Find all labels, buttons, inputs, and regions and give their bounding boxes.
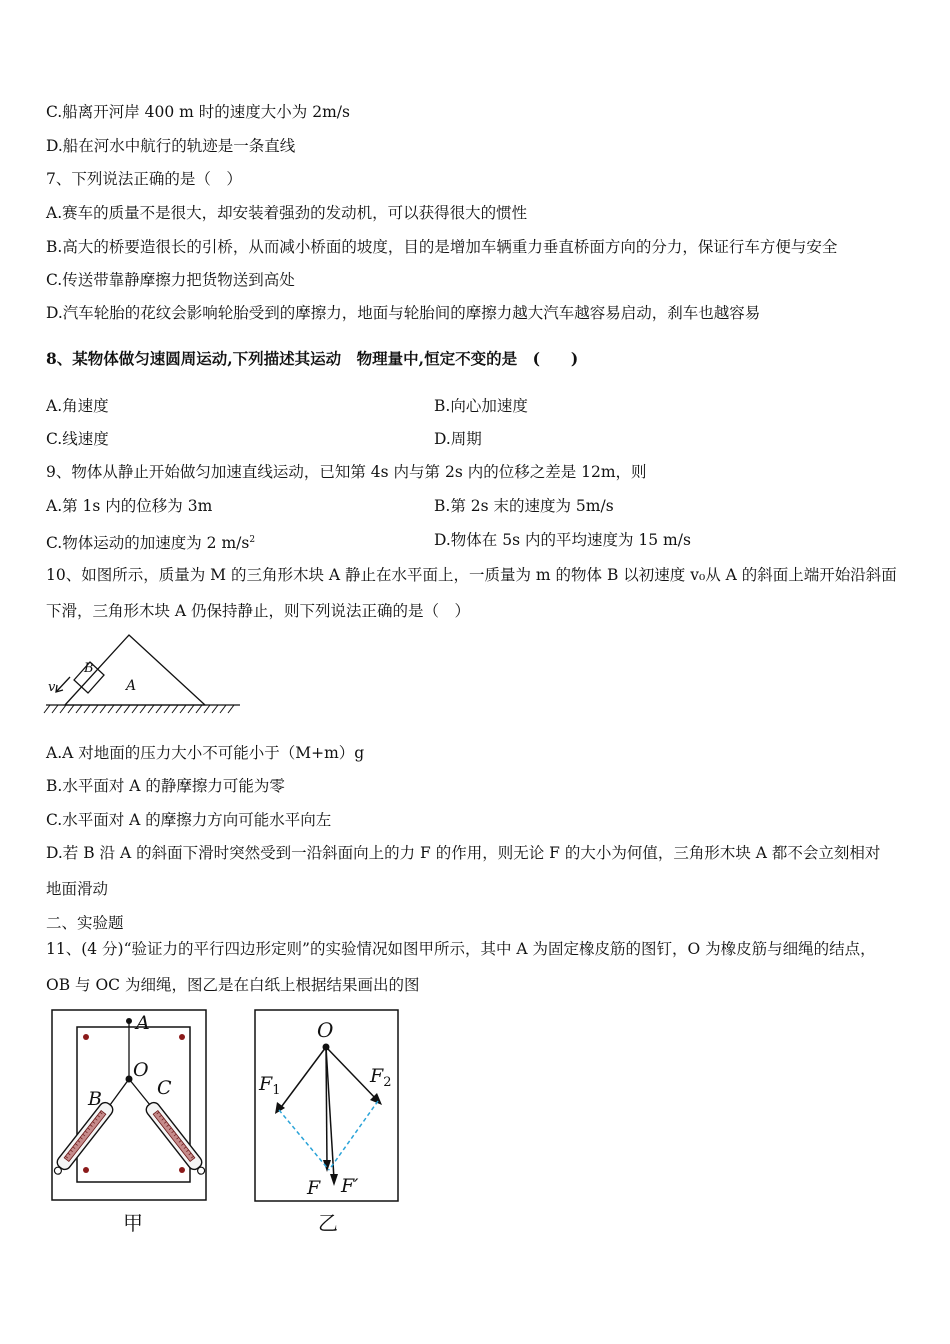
- label-o: O: [133, 1059, 149, 1081]
- q7-option-b: B.高大的桥要造很长的引桥，从而减小桥面的坡度，目的是增加车辆重力垂直桥面方向的分力，保证行车方便与安全: [46, 238, 838, 256]
- label-f2: $F_2$: [370, 1065, 392, 1090]
- label-a: A: [126, 678, 137, 694]
- figure-yi: [253, 1008, 401, 1204]
- q7-stem: 7、下列说法正确的是（ ）: [46, 170, 242, 188]
- q9-option-c-sup: 2: [249, 535, 256, 545]
- label-f-prime: F′: [341, 1175, 359, 1197]
- q10-option-d-line2: 地面滑动: [46, 880, 109, 898]
- q9-option-c-text: C.物体运动的加速度为 2 m/s: [46, 534, 250, 553]
- q6-option-d: D.船在河水中航行的轨迹是一条直线: [46, 137, 296, 155]
- q8-stem: 8、某物体做匀速圆周运动,下列描述其运动 物理量中,恒定不变的是 ( ): [46, 349, 579, 368]
- q10-option-b: B.水平面对 A 的静摩擦力可能为零: [46, 777, 285, 795]
- q7-option-d: D.汽车轮胎的花纹会影响轮胎受到的摩擦力，地面与轮胎间的摩擦力越大汽车越容易启动，刹车也越容易: [46, 304, 761, 322]
- caption-jia: 甲: [123, 1211, 143, 1235]
- q9-option-b: B.第 2s 末的速度为 5m/s: [434, 497, 614, 515]
- q10-stem-line1: 10、如图所示，质量为 M 的三角形木块 A 静止在水平面上，一质量为 m 的物体 B 以初速度 v₀从 A 的斜面上端开始沿斜面: [46, 566, 897, 584]
- q11-stem-line2: OB 与 OC 为细绳，图乙是在白纸上根据结果画出的图: [46, 976, 420, 994]
- q8-option-b: B.向心加速度: [434, 397, 528, 415]
- q9-option-a: A.第 1s 内的位移为 3m: [46, 497, 213, 515]
- caption-yi: 乙: [318, 1211, 338, 1235]
- q7-option-a: A.赛车的质量不是很大，却安装着强劲的发动机，可以获得很大的惯性: [46, 204, 528, 222]
- label-a: A: [136, 1012, 150, 1034]
- velocity-arrow: [56, 677, 70, 692]
- ground-hatching: [44, 705, 234, 713]
- q9-stem: 9、物体从静止开始做匀加速直线运动，已知第 4s 内与第 2s 内的位移之差是 12m，则: [46, 463, 647, 481]
- q6-option-c: C.船离开河岸 400 m 时的速度大小为 2m/s: [46, 103, 350, 121]
- q10-option-c: C.水平面对 A 的摩擦力方向可能水平向左: [46, 811, 332, 829]
- spring-scale-right: [144, 1100, 209, 1178]
- label-b: B: [84, 661, 94, 676]
- q7-option-c: C.传送带靠静摩擦力把货物送到高处: [46, 271, 295, 289]
- q10-option-a: A.A 对地面的压力大小不可能小于（M+m）g: [46, 744, 365, 762]
- label-f: F: [307, 1177, 321, 1199]
- label-o: O: [317, 1018, 334, 1042]
- q9-option-c: [46, 530, 255, 553]
- label-v: v: [48, 680, 56, 695]
- q8-option-d: D.周期: [434, 430, 482, 448]
- q11-stem-line1: 11、(4 分)“验证力的平行四边形定则”的实验情况如图甲所示，其中 A 为固定橡皮筋的图钉，O 为橡皮筋与细绳的结点，: [46, 940, 876, 958]
- label-b: B: [88, 1088, 102, 1110]
- q9-option-d: D.物体在 5s 内的平均速度为 15 m/s: [434, 531, 691, 549]
- spring-scale-left: [50, 1100, 115, 1178]
- knot-o: [323, 1044, 330, 1051]
- label-c: C: [157, 1077, 172, 1099]
- label-f1: $F_1$: [259, 1073, 281, 1098]
- q8-option-c: C.线速度: [46, 430, 109, 448]
- section-title: 二、实验题: [46, 914, 124, 932]
- q8-option-a: A.角速度: [46, 397, 109, 415]
- q10-option-d-line1: D.若 B 沿 A 的斜面下滑时突然受到一沿斜面向上的力 F 的作用，则无论 F 的大小为何值，三角形木块 A 都不会立刻相对: [46, 844, 881, 862]
- figure-jia: [50, 1008, 210, 1204]
- q10-incline-figure: [40, 628, 245, 720]
- q10-stem-line2: 下滑，三角形木块 A 仍保持静止，则下列说法正确的是（ ）: [46, 602, 471, 620]
